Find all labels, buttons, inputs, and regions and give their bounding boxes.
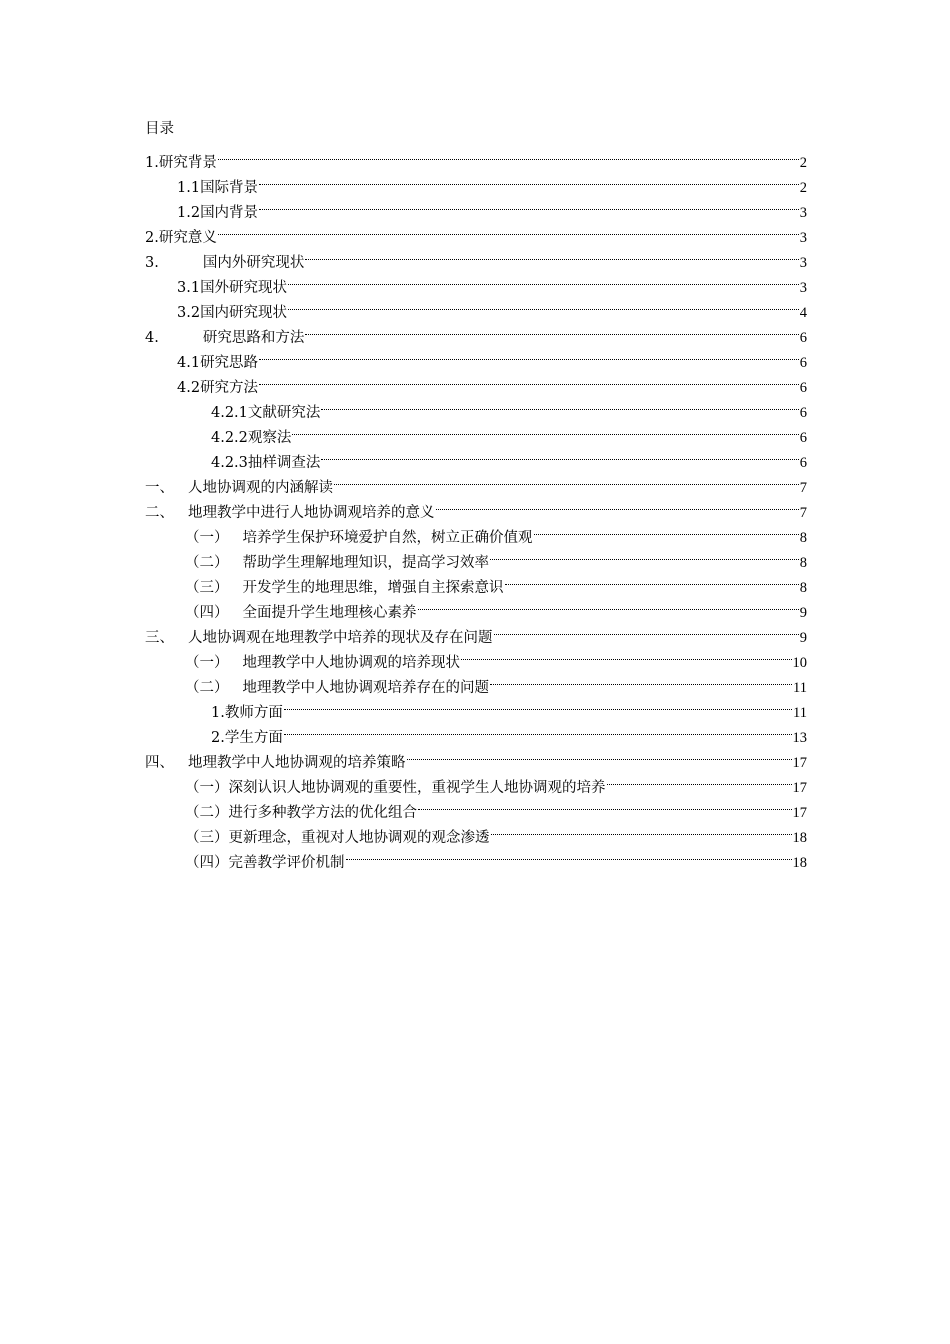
toc-entry-label: 抽样调查法 [247,455,321,471]
toc-page-number: 18 [792,830,807,846]
toc-entry-label: 国外研究现状 [200,280,288,296]
toc-dot-leader [418,592,799,617]
toc-page-number: 6 [799,405,807,421]
toc-entry-label: 完善教学评价机制 [228,855,345,871]
toc-entry-number: （四） [185,855,229,871]
toc-entry-label: 深刻认识人地协调观的重要性，重视学生人地协调观的培养 [228,780,606,796]
toc-entry-number: 1.2 [177,205,201,221]
toc-page-number: 17 [792,780,807,796]
toc-title: 目录 [145,121,174,137]
toc-page-number: 6 [799,380,807,396]
toc-page-number: 11 [793,705,807,721]
toc-dot-leader [259,367,799,392]
toc-entry-number: 4.1 [177,355,201,371]
toc-page-number: 7 [799,505,807,521]
toc-page-number: 17 [792,805,807,821]
toc-entry-label: 全面提升学生地理核心素养 [242,605,417,621]
toc-dot-leader [490,542,799,567]
toc-entry-label: 研究方法 [200,380,259,396]
toc-entry-number: 1. [211,705,225,721]
toc-dot-leader [259,342,799,367]
toc-page-number: 6 [799,330,807,346]
toc-entry-label: 学生方面 [224,730,283,746]
toc-entry-number: 3.1 [177,280,201,296]
toc-entry-number: 4.2.1 [211,405,248,421]
toc-entry-number: 2. [211,730,225,746]
toc-dot-leader [321,392,798,417]
toc-page-number: 18 [792,855,807,871]
toc-dot-leader [334,467,799,492]
toc-entry-number: （一） [185,655,229,671]
toc-page-number: 3 [799,255,807,271]
toc-page-number: 9 [799,605,807,621]
toc-dot-leader [490,667,792,692]
toc-entry-label: 人地协调观的内涵解读 [188,480,333,496]
toc-entry[interactable] [145,242,807,271]
toc-entry-number: 1. [145,155,159,171]
toc-page-number: 8 [799,580,807,596]
toc-entry-label: 研究背景 [158,155,217,171]
toc-dot-leader [407,742,792,767]
toc-dot-leader [284,692,792,717]
toc-dot-leader [461,642,792,667]
toc-dot-leader [321,442,798,467]
toc-dot-leader [305,317,798,342]
toc-entry-label: 研究思路和方法 [202,330,305,346]
table-of-contents [145,117,807,871]
toc-entry[interactable] [145,217,807,246]
toc-entry-number: 三、 [145,630,174,646]
toc-dot-leader [494,617,799,642]
toc-entry-number: 4.2 [177,380,201,396]
toc-entry-label: 研究意义 [158,230,217,246]
toc-entry-number: 四、 [145,755,174,771]
toc-page-number: 8 [799,555,807,571]
toc-dot-leader [218,142,799,167]
toc-entry-label: 研究思路 [200,355,259,371]
toc-entry-number: （二） [185,680,229,696]
toc-page-number: 8 [799,530,807,546]
toc-entry-number: 2. [145,230,159,246]
toc-dot-leader [607,767,792,792]
toc-entry-label: 进行多种教学方法的优化组合 [228,805,417,821]
toc-page-number: 13 [792,730,807,746]
toc-page-number: 2 [799,155,807,171]
toc-entry-number: 4.2.2 [211,430,248,446]
toc-page-number: 17 [792,755,807,771]
toc-dot-leader [259,167,799,192]
toc-entry-number: （三） [185,580,229,596]
toc-entry-label: 更新理念，重视对人地协调观的观念渗透 [228,830,490,846]
toc-dot-leader [505,567,799,592]
toc-entry-label: 帮助学生理解地理知识，提高学习效率 [242,555,489,571]
toc-page-number: 3 [799,230,807,246]
toc-page-number: 3 [799,205,807,221]
toc-entry-number: （三） [185,830,229,846]
toc-page-number: 7 [799,480,807,496]
toc-entry-label: 地理教学中人地协调观的培养策略 [188,755,406,771]
toc-dot-leader [284,717,792,742]
toc-page-number: 11 [793,680,807,696]
toc-entry-label: 培养学生保护环境爱护自然，树立正确价值观 [242,530,533,546]
toc-page-number: 3 [799,280,807,296]
toc-entry-number: 4.2.3 [211,455,248,471]
toc-dot-leader [288,292,799,317]
toc-page-number: 4 [799,305,807,321]
toc-page-number: 2 [799,180,807,196]
toc-dot-leader [346,842,792,867]
toc-page-number: 10 [792,655,807,671]
toc-entry-number: 3.2 [177,305,201,321]
toc-dot-leader [259,192,799,217]
toc-page-number: 6 [799,455,807,471]
toc-entry-label: 地理教学中进行人地协调观培养的意义 [188,505,435,521]
toc-entry-number: （二） [185,555,229,571]
toc-list [145,142,807,871]
toc-dot-leader [534,517,799,542]
toc-dot-leader [218,217,799,242]
toc-entry-number: 3. [145,255,159,271]
toc-entry-label: 观察法 [247,430,292,446]
toc-entry-label: 开发学生的地理思维，增强自主探索意识 [242,580,504,596]
toc-page-number: 6 [799,355,807,371]
toc-dot-leader [436,492,799,517]
toc-dot-leader [491,817,792,842]
toc-entry-label: 地理教学中人地协调观培养存在的问题 [242,680,489,696]
toc-entry[interactable] [145,167,807,196]
toc-dot-leader [288,267,799,292]
toc-entry-number: 二、 [145,505,174,521]
toc-entry-number: （一） [185,530,229,546]
toc-entry-number: （四） [185,605,229,621]
toc-entry-number: （二） [185,805,229,821]
toc-page-number: 9 [799,630,807,646]
toc-entry-label: 国内研究现状 [200,305,288,321]
toc-dot-leader [305,242,798,267]
toc-entry-label: 人地协调观在地理教学中培养的现状及存在问题 [188,630,493,646]
toc-entry-number: 4. [145,330,159,346]
toc-entry-label: 国内背景 [200,205,259,221]
toc-entry-number: 一、 [145,480,174,496]
toc-entry-label: 教师方面 [224,705,283,721]
toc-entry-label: 地理教学中人地协调观的培养现状 [242,655,460,671]
toc-entry-label: 国际背景 [200,180,259,196]
toc-dot-leader [292,417,798,442]
toc-entry-label: 文献研究法 [247,405,321,421]
toc-entry-number: （一） [185,780,229,796]
toc-entry-label: 国内外研究现状 [202,255,305,271]
toc-entry-number: 1.1 [177,180,201,196]
toc-dot-leader [418,792,792,817]
toc-entry[interactable] [145,142,807,171]
toc-page-number: 6 [799,430,807,446]
